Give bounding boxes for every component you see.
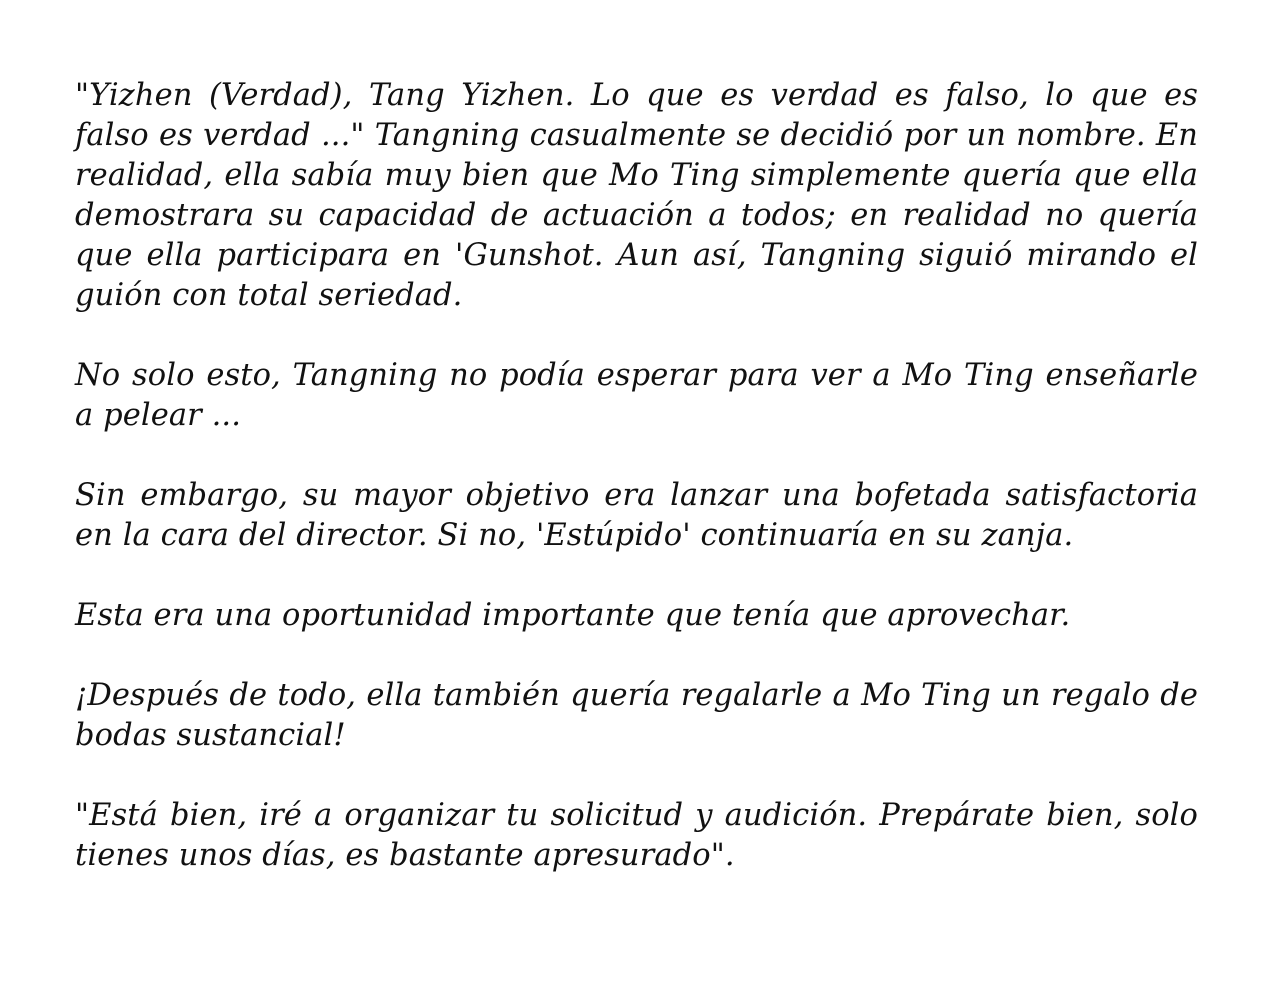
paragraph: "Yizhen (Verdad), Tang Yizhen. Lo que es verdad es falso, lo que es falso es verdad ..." Tangning casualmente se decidió por un nombre. En realidad, ella sabía muy bien que Mo Ting simplemente quería que ella demostrara su capacidad de actuación a todos; en realidad no quería que ella participara en 'Gunshot. Aun así, Tangning siguió mirando el guión con total seriedad.: [75, 78, 1198, 313]
paragraph: No solo esto, Tangning no podía esperar para ver a Mo Ting enseñarle a pelear ...: [75, 358, 1198, 433]
paragraph: Esta era una oportunidad importante que tenía que aprovechar.: [75, 598, 1071, 633]
document-page: [75, 76, 1198, 876]
paragraph: Sin embargo, su mayor objetivo era lanzar una bofetada satisfactoria en la cara del director. Si no, 'Estúpido' continuaría en su zanja.: [75, 478, 1198, 553]
paragraph: "Está bien, iré a organizar tu solicitud y audición. Prepárate bien, solo tienes unos días, es bastante apresurado".: [75, 798, 1198, 873]
paragraph: ¡Después de todo, ella también quería regalarle a Mo Ting un regalo de bodas sustancial!: [75, 678, 1198, 753]
